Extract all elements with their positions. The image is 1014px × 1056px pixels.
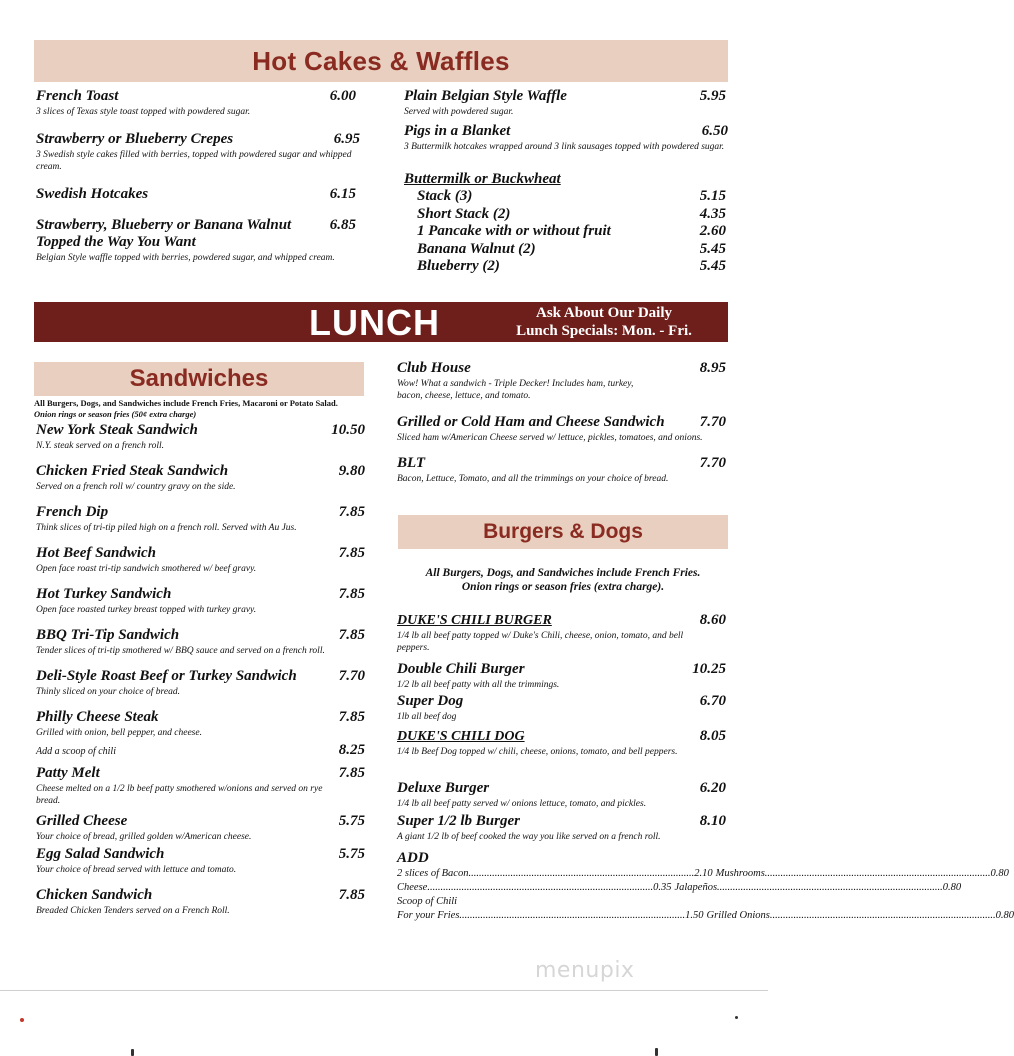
item-name: Double Chili Burger	[397, 661, 525, 677]
menu-item	[36, 545, 365, 575]
add-line	[397, 881, 962, 895]
item-desc: Sliced ham w/American Cheese served w/ lettuce, pickles, tomatoes, and onions.	[397, 433, 703, 443]
sandwiches-title: Sandwiches	[129, 365, 269, 392]
item-desc: Open face roast tri-tip sandwich smothered w/ beef gravy.	[36, 564, 257, 574]
item-price: 8.10	[699, 813, 726, 829]
menu-item	[36, 186, 356, 203]
addon-price: 0.35	[653, 882, 672, 893]
addon-label: Cheese	[397, 882, 428, 893]
item-name: New York Steak Sandwich	[36, 422, 198, 438]
addon-label: 2 slices of Bacon	[397, 868, 469, 879]
add-header: ADD	[397, 850, 429, 866]
item-desc: 3 Swedish style cakes filled with berries, topped with powdered sugar and whipped cream.	[36, 150, 352, 172]
item-name: Stack (3)	[417, 188, 473, 204]
item-price: 6.85	[329, 217, 356, 233]
item-price: 5.15	[699, 188, 726, 204]
menu-item	[36, 463, 365, 493]
item-name: Grilled or Cold Ham and Cheese Sandwich	[397, 414, 665, 430]
menu-item	[404, 88, 726, 118]
note-line-1: All Burgers, Dogs, and Sandwiches include French Fries, Macaroni or Potato Salad.	[34, 398, 338, 408]
item-price: 6.50	[701, 123, 728, 139]
item-price: 6.00	[329, 88, 356, 104]
item-name: Super 1/2 lb Burger	[397, 813, 520, 829]
menu-item	[36, 887, 365, 917]
item-name: French Dip	[36, 504, 109, 520]
item-extra-desc: Add a scoop of chili	[36, 746, 116, 757]
item-desc: 3 Buttermilk hotcakes wrapped around 3 link sausages topped with powdered sugar.	[404, 142, 725, 152]
item-name: Chicken Fried Steak Sandwich	[36, 463, 229, 479]
add-ons	[397, 850, 1014, 923]
item-desc: 1/4 lb Beef Dog topped w/ chili, cheese, onions, tomato, and bell peppers.	[397, 747, 678, 757]
menu-item	[397, 780, 726, 810]
buttermilk-list	[404, 171, 726, 276]
speck	[735, 1016, 738, 1019]
item-name: Hot Turkey Sandwich	[36, 586, 172, 602]
item-price: 6.70	[699, 693, 726, 709]
item-desc: Thinly sliced on your choice of bread.	[36, 687, 180, 697]
item-price: 10.25	[692, 661, 726, 677]
addon-price: 0.80	[990, 868, 1009, 879]
item-desc: N.Y. steak served on a french roll.	[36, 441, 164, 451]
buttermilk-header: Buttermilk or Buckwheat	[404, 171, 561, 187]
speck	[20, 1018, 24, 1022]
specials-line-2: Lunch Specials: Mon. - Fri.	[516, 323, 692, 339]
item-desc: Think slices of tri-tip piled high on a french roll. Served with Au Jus.	[36, 523, 297, 533]
item-desc: Wow! What a sandwich - Triple Decker! Includes ham, turkey, bacon, cheese, lettuce, and tomato.	[397, 379, 634, 401]
burgers-banner	[398, 515, 728, 549]
item-desc: 3 slices of Texas style toast topped with powdered sugar.	[36, 107, 251, 117]
item-desc: Breaded Chicken Tenders served on a French Roll.	[36, 906, 230, 916]
menu-item	[36, 813, 365, 843]
item-price: 8.05	[699, 728, 726, 744]
item-name: DUKE'S CHILI DOG	[397, 729, 525, 744]
item-price: 8.95	[699, 360, 726, 376]
item-desc: Cheese melted on a 1/2 lb beef patty smothered w/onions and served on rye bread.	[36, 784, 323, 806]
item-name: Strawberry, Blueberry or Banana Walnut	[36, 217, 292, 233]
menu-item	[36, 709, 365, 759]
menu-item	[36, 668, 365, 698]
item-name: Philly Cheese Steak	[36, 709, 159, 725]
addon-label: Mushrooms	[715, 868, 765, 879]
menu-item	[36, 422, 365, 452]
item-desc: Belgian Style waffle topped with berries, powdered sugar, and whipped cream.	[36, 253, 335, 263]
item-price: 7.70	[699, 414, 726, 430]
addon-label: Grilled Onions	[706, 910, 770, 921]
add-line	[397, 867, 1009, 881]
item-name: French Toast	[36, 88, 119, 104]
hotcakes-title: Hot Cakes & Waffles	[252, 45, 510, 76]
burgers-title: Burgers & Dogs	[483, 520, 643, 543]
menu-item	[397, 728, 726, 758]
item-name: Deli-Style Roast Beef or Turkey Sandwich	[36, 668, 297, 684]
item-name: Patty Melt	[36, 765, 100, 781]
item-desc: Bacon, Lettuce, Tomato, and all the trimmings on your choice of bread.	[397, 474, 669, 484]
item-name-line2: Topped the Way You Want	[36, 234, 196, 250]
item-price: 7.85	[338, 627, 365, 643]
lunch-banner	[34, 302, 728, 342]
item-name: Short Stack (2)	[417, 205, 511, 222]
addon-label: Scoop of Chili	[397, 896, 458, 907]
item-price: 7.70	[699, 455, 726, 471]
lunch-specials	[489, 304, 719, 340]
item-desc: Your choice of bread served with lettuce and tomato.	[36, 865, 237, 875]
menu-item	[404, 123, 728, 153]
item-price: 7.85	[338, 545, 365, 561]
item-name: Deluxe Burger	[397, 780, 490, 796]
item-desc: Served with powdered sugar.	[404, 107, 514, 117]
menu-item	[397, 360, 726, 402]
note-line-1: All Burgers, Dogs, and Sandwiches include French Fries.	[425, 567, 701, 579]
speck	[655, 1048, 658, 1056]
menu-item	[397, 455, 726, 485]
menu-item	[36, 504, 365, 534]
item-price: 2.60	[699, 223, 726, 239]
menu-item	[36, 131, 360, 173]
lunch-title: LUNCH	[309, 302, 440, 343]
item-price: 10.50	[331, 422, 365, 438]
item-price: 5.45	[699, 258, 726, 274]
burgers-note	[398, 566, 728, 594]
item-price: 5.95	[699, 88, 726, 104]
item-name: DUKE'S CHILI BURGER	[397, 613, 552, 628]
list-item	[404, 206, 726, 224]
menu-item	[397, 693, 726, 723]
specials-line-1: Ask About Our Daily	[535, 305, 672, 321]
sandwiches-note	[34, 398, 364, 419]
menu-item	[36, 627, 365, 657]
note-line-2: Onion rings or season fries (50¢ extra charge)	[34, 408, 197, 419]
item-price: 8.60	[699, 612, 726, 628]
item-price: 5.75	[338, 846, 365, 862]
item-name: BBQ Tri-Tip Sandwich	[36, 627, 180, 643]
item-price: 6.20	[699, 780, 726, 796]
item-price: 7.85	[338, 709, 365, 725]
addon-price: 0.80	[995, 910, 1014, 921]
item-desc: 1/4 lb all beef patty served w/ onions lettuce, tomato, and pickles.	[397, 799, 647, 809]
item-price: 5.75	[338, 813, 365, 829]
list-item	[404, 241, 726, 259]
item-name: Banana Walnut (2)	[417, 240, 536, 257]
speck	[131, 1049, 134, 1056]
item-name: Super Dog	[397, 693, 464, 709]
menu-item	[36, 765, 365, 807]
item-name: 1 Pancake with or without fruit	[417, 223, 611, 239]
menu-item	[397, 661, 726, 691]
item-desc: 1lb all beef dog	[397, 712, 457, 722]
item-desc: Your choice of bread, grilled golden w/American cheese.	[36, 832, 252, 842]
item-price: 7.85	[338, 504, 365, 520]
item-desc: Open face roasted turkey breast topped with turkey gravy.	[36, 605, 257, 615]
menu-item	[36, 217, 356, 264]
addon-label: For your Fries	[397, 910, 460, 921]
menu-item	[397, 813, 726, 843]
item-name: Egg Salad Sandwich	[36, 846, 165, 862]
hotcakes-banner	[34, 40, 728, 82]
item-name: Plain Belgian Style Waffle	[404, 88, 567, 104]
addon-price: 2.10	[694, 868, 713, 879]
item-price: 7.85	[338, 765, 365, 781]
item-price: 5.45	[699, 240, 726, 257]
item-desc: A giant 1/2 lb of beef cooked the way you like served on a french roll.	[397, 832, 661, 842]
add-line	[397, 895, 728, 909]
item-name: Strawberry or Blueberry Crepes	[36, 131, 234, 147]
item-name: Club House	[397, 360, 471, 376]
addon-price: 1.50	[685, 910, 704, 921]
menu-item	[397, 414, 726, 444]
note-line-2: Onion rings or season fries (extra charge).	[461, 581, 665, 593]
item-name: Chicken Sandwich	[36, 887, 153, 903]
item-price: 4.35	[699, 205, 726, 222]
watermark: menupix	[535, 958, 635, 983]
item-price: 6.95	[333, 131, 360, 147]
menu-item	[36, 846, 365, 876]
item-price: 7.85	[338, 887, 365, 903]
item-price: 9.80	[338, 463, 365, 479]
item-extra-price: 8.25	[338, 742, 365, 758]
list-item	[404, 223, 726, 241]
item-price: 7.70	[338, 668, 365, 684]
item-name: Blueberry (2)	[417, 258, 500, 274]
item-desc: 1/4 lb all beef patty topped w/ Duke's Chili, cheese, onion, tomato, and bell peppers.	[397, 631, 684, 653]
item-name: Grilled Cheese	[36, 813, 128, 829]
item-name: BLT	[397, 455, 426, 471]
item-name: Hot Beef Sandwich	[36, 545, 157, 561]
list-item	[404, 258, 726, 276]
item-price: 7.85	[338, 586, 365, 602]
addon-price: 0.80	[942, 882, 962, 893]
list-item	[404, 188, 726, 206]
menu-item	[36, 586, 365, 616]
item-price: 6.15	[329, 186, 356, 202]
sandwiches-banner	[34, 362, 364, 396]
item-desc: 1/2 lb all beef patty with all the trimmings.	[397, 680, 560, 690]
item-desc: Grilled with onion, bell pepper, and cheese.	[36, 728, 202, 738]
item-name: Pigs in a Blanket	[404, 123, 511, 139]
page-divider	[0, 990, 768, 991]
item-desc: Tender slices of tri-tip smothered w/ BBQ sauce and served on a french roll.	[36, 646, 325, 656]
addon-label: Jalapeños	[674, 882, 718, 893]
item-desc: Served on a french roll w/ country gravy on the side.	[36, 482, 236, 492]
menu-item	[36, 88, 356, 118]
item-name: Swedish Hotcakes	[36, 186, 149, 202]
add-line	[397, 909, 1014, 923]
menu-item	[397, 612, 726, 654]
